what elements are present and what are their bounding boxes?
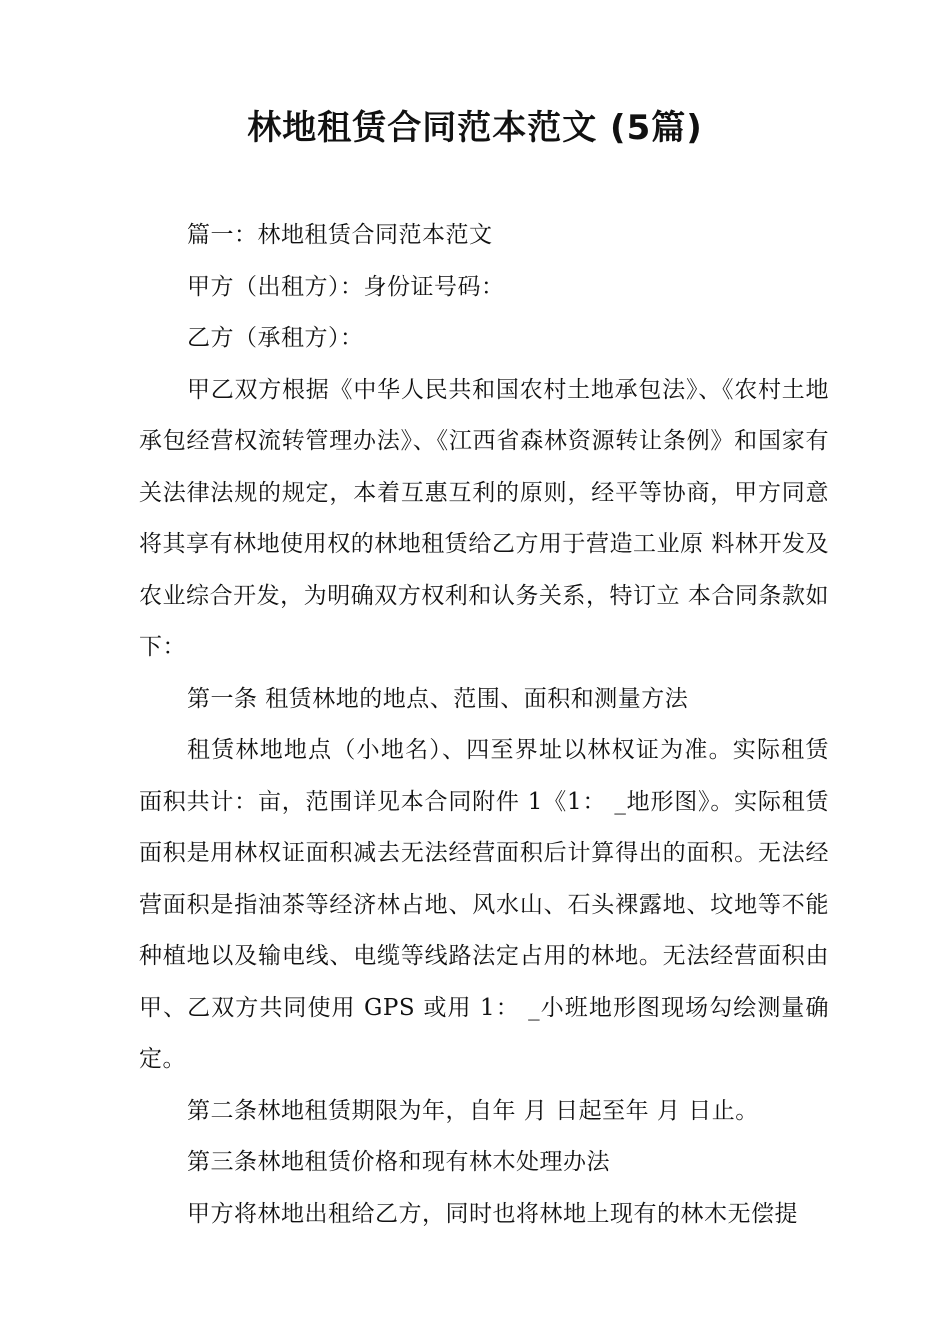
document-body bbox=[139, 210, 829, 1240]
article-2-paragraph: 第二条林地租赁期限为年，自年 月 日起至年 月 日止。 bbox=[187, 1097, 759, 1124]
article-3-paragraph: 甲方将林地出租给乙方，同时也将林地上现有的林木无偿提 bbox=[187, 1200, 798, 1227]
section-heading: 篇一：林地租赁合同范本范文 bbox=[187, 222, 493, 248]
party-a-line: 甲方（出租方）：身份证号码： bbox=[187, 273, 505, 300]
article-1-paragraph: 租赁林地地点（小地名）、四至界址以林权证为准。实际租赁面积共计：亩，范围详见本合同附件 1《1： _地形图》。实际租赁面积是用林权证面积减去无法经营面积后计算得出的面积。无法经营面积是指油茶等经济林占地、风水山、石头裸露地、坟地等不能种植地以及输电线、电缆等线路法定占用的林地。无法经营面积由甲、乙双方共同使用 GPS 或用 1： _小班地形图现场勾绘测量确定。 bbox=[139, 737, 829, 1072]
article-3-heading: 第三条林地租赁价格和现有林木处理办法 bbox=[187, 1149, 610, 1175]
preamble-paragraph: 甲乙双方根据《中华人民共和国农村土地承包法》、《农村土地承包经营权流转管理办法》、《江西省森林资源转让条例》和国家有关法律法规的规定，本着互惠互利的原则，经平等协商，甲方同意将其享有林地使用权的林地租赁给乙方用于营造工业原 料林开发及农业综合开发，为明确双方权利和认务关系，特订立 本合同条款如下： bbox=[139, 376, 829, 660]
article-1-heading: 第一条 租赁林地的地点、范围、面积和测量方法 bbox=[187, 685, 689, 712]
document-title: 林地租赁合同范本范文 (5篇) bbox=[247, 108, 703, 148]
party-b-line: 乙方（承租方）： bbox=[187, 325, 364, 351]
